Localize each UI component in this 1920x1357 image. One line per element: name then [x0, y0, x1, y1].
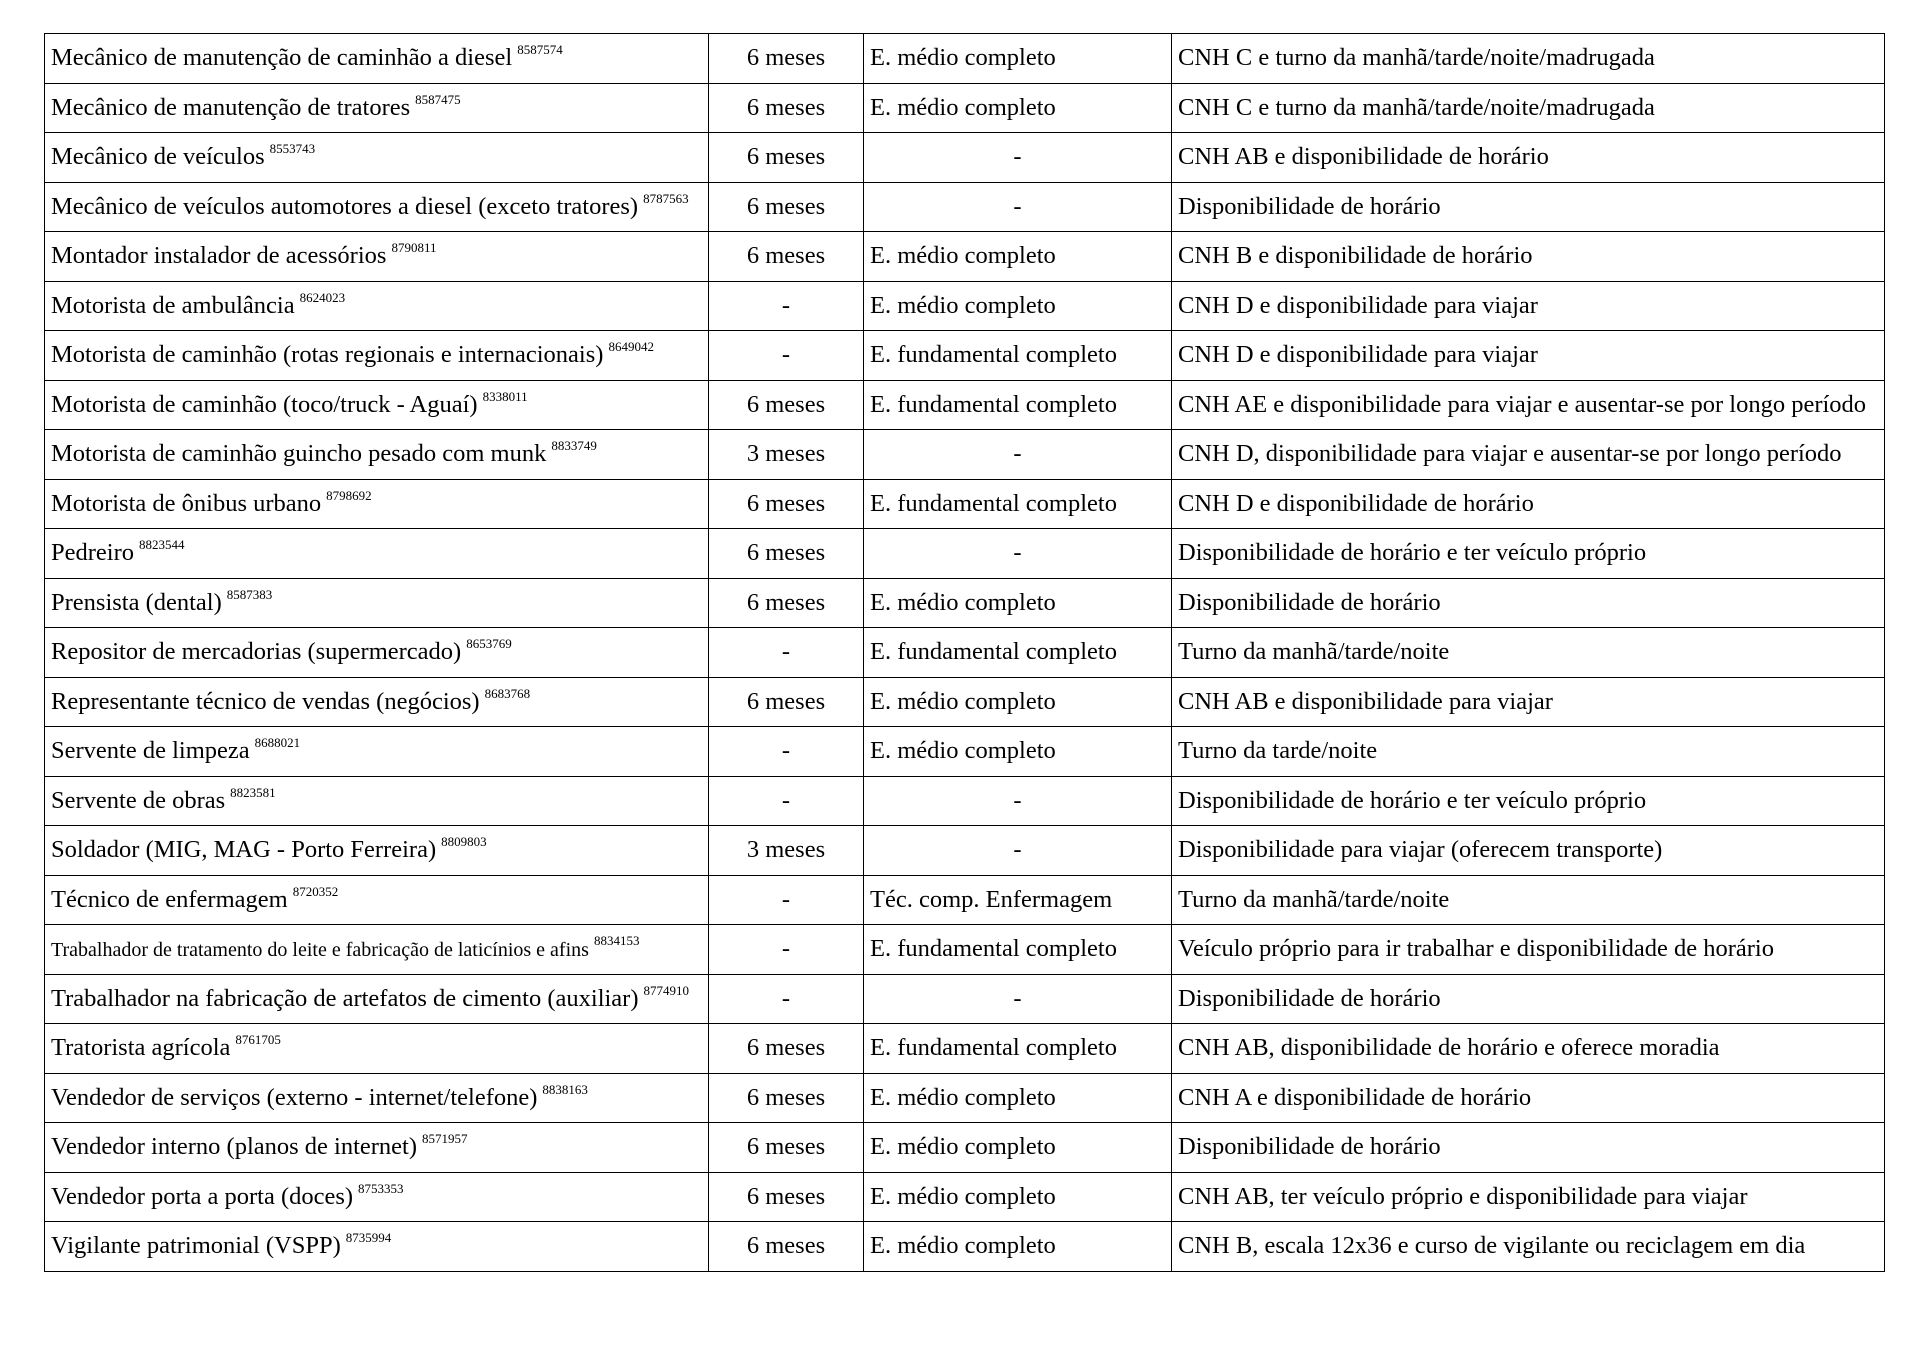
job-title-cell: [45, 677, 709, 727]
table-row: [45, 1172, 1885, 1222]
job-title-cell: [45, 1222, 709, 1272]
job-title-cell: [45, 380, 709, 430]
education-cell: E. médio completo: [864, 1123, 1172, 1173]
table-row: [45, 826, 1885, 876]
education-cell: E. fundamental completo: [864, 331, 1172, 381]
job-code: 8833749: [551, 438, 597, 453]
experience-cell: 6 meses: [709, 578, 864, 628]
requirements-cell: CNH D e disponibilidade para viajar: [1172, 331, 1885, 381]
table-row: [45, 232, 1885, 282]
requirements-cell: Disponibilidade de horário e ter veículo próprio: [1172, 776, 1885, 826]
table-row: [45, 1024, 1885, 1074]
experience-cell: 6 meses: [709, 232, 864, 282]
table-row: [45, 628, 1885, 678]
experience-cell: -: [709, 331, 864, 381]
job-title: Soldador (MIG, MAG - Porto Ferreira): [51, 836, 437, 863]
job-code: 8587574: [517, 42, 563, 57]
education-cell: E. médio completo: [864, 1073, 1172, 1123]
job-code: 8624023: [299, 289, 346, 305]
job-title: Motorista de caminhão (rotas regionais e internacionais): [51, 341, 604, 368]
table-row: [45, 380, 1885, 430]
job-vacancies-table-body: [45, 34, 1885, 1272]
job-title-cell: [45, 83, 709, 133]
education-cell: E. fundamental completo: [864, 380, 1172, 430]
requirements-cell: Turno da manhã/tarde/noite: [1172, 628, 1885, 678]
job-title-cell: [45, 578, 709, 628]
job-title-cell: [45, 1024, 709, 1074]
education-cell: E. médio completo: [864, 34, 1172, 84]
document-page: [44, 33, 1885, 1272]
job-title: Motorista de caminhão guincho pesado com munk: [51, 440, 547, 467]
job-title: Motorista de ambulância: [51, 291, 295, 319]
experience-cell: 6 meses: [709, 479, 864, 529]
experience-cell: 6 meses: [709, 1123, 864, 1173]
job-title: Vendedor de serviços (externo - internet/telefone): [51, 1083, 538, 1111]
job-code: 8720352: [292, 883, 339, 899]
table-row: [45, 1123, 1885, 1173]
job-title-cell: [45, 133, 709, 183]
job-title: Mecânico de veículos automotores a diesel (exceto tratores): [51, 192, 639, 220]
education-cell: E. médio completo: [864, 1222, 1172, 1272]
table-row: [45, 974, 1885, 1024]
job-title: Trabalhador na fabricação de artefatos de cimento (auxiliar): [51, 984, 639, 1012]
job-code: 8735994: [345, 1230, 392, 1245]
experience-cell: 6 meses: [709, 83, 864, 133]
table-row: [45, 677, 1885, 727]
requirements-cell: CNH C e turno da manhã/tarde/noite/madrugada: [1172, 34, 1885, 84]
table-row: [45, 479, 1885, 529]
job-title: Servente de limpeza: [51, 737, 250, 764]
table-row: [45, 331, 1885, 381]
education-cell: E. fundamental completo: [864, 479, 1172, 529]
experience-cell: -: [709, 875, 864, 925]
job-title: Servente de obras: [51, 786, 226, 814]
table-row: [45, 281, 1885, 331]
job-code: 8823581: [230, 784, 276, 800]
requirements-cell: CNH AB e disponibilidade de horário: [1172, 133, 1885, 183]
job-title: Motorista de caminhão (toco/truck - Aguaí): [51, 390, 478, 418]
job-code: 8587383: [226, 586, 273, 602]
requirements-cell: Disponibilidade para viajar (oferecem transporte): [1172, 826, 1885, 876]
table-row: [45, 875, 1885, 925]
job-title-cell: [45, 974, 709, 1024]
experience-cell: 6 meses: [709, 677, 864, 727]
requirements-cell: CNH AB, disponibilidade de horário e oferece moradia: [1172, 1024, 1885, 1074]
table-row: [45, 1222, 1885, 1272]
job-code: 8790811: [391, 240, 437, 255]
job-title-cell: [45, 34, 709, 84]
job-title-cell: [45, 529, 709, 579]
requirements-cell: CNH B e disponibilidade de horário: [1172, 232, 1885, 282]
experience-cell: -: [709, 628, 864, 678]
job-code: 8683768: [484, 685, 531, 701]
experience-cell: -: [709, 925, 864, 975]
job-title: Trabalhador de tratamento do leite e fabricação de laticínios e afins: [51, 939, 589, 961]
job-code: 8834153: [593, 933, 640, 948]
job-title: Vendedor porta a porta (doces): [51, 1182, 354, 1210]
experience-cell: 6 meses: [709, 34, 864, 84]
requirements-cell: Disponibilidade de horário: [1172, 974, 1885, 1024]
requirements-cell: Veículo próprio para ir trabalhar e disponibilidade de horário: [1172, 925, 1885, 975]
job-code: 8571957: [422, 1131, 468, 1146]
job-code: 8553743: [269, 141, 316, 156]
job-title: Tratorista agrícola: [51, 1034, 231, 1061]
requirements-cell: CNH AB e disponibilidade para viajar: [1172, 677, 1885, 727]
experience-cell: -: [709, 281, 864, 331]
requirements-cell: Disponibilidade de horário e ter veículo próprio: [1172, 529, 1885, 579]
education-cell: E. médio completo: [864, 83, 1172, 133]
table-row: [45, 430, 1885, 480]
job-title-cell: [45, 727, 709, 777]
experience-cell: 6 meses: [709, 1222, 864, 1272]
table-row: [45, 529, 1885, 579]
education-cell: -: [864, 430, 1172, 480]
job-title-cell: [45, 182, 709, 232]
education-cell: E. médio completo: [864, 578, 1172, 628]
experience-cell: 6 meses: [709, 380, 864, 430]
experience-cell: -: [709, 776, 864, 826]
job-title: Mecânico de manutenção de caminhão a diesel: [51, 44, 513, 71]
requirements-cell: Turno da manhã/tarde/noite: [1172, 875, 1885, 925]
table-row: [45, 925, 1885, 975]
requirements-cell: CNH A e disponibilidade de horário: [1172, 1073, 1885, 1123]
job-code: 8761705: [235, 1032, 281, 1047]
education-cell: Téc. comp. Enfermagem: [864, 875, 1172, 925]
experience-cell: 6 meses: [709, 1073, 864, 1123]
job-title: Vigilante patrimonial (VSPP): [51, 1232, 341, 1259]
experience-cell: 6 meses: [709, 1024, 864, 1074]
table-row: [45, 182, 1885, 232]
job-title: Mecânico de manutenção de tratores: [51, 93, 411, 121]
job-title: Vendedor interno (planos de internet): [51, 1133, 418, 1160]
job-title-cell: [45, 331, 709, 381]
job-title: Técnico de enfermagem: [51, 885, 288, 913]
table-row: [45, 1073, 1885, 1123]
experience-cell: 6 meses: [709, 133, 864, 183]
requirements-cell: CNH AB, ter veículo próprio e disponibilidade para viajar: [1172, 1172, 1885, 1222]
job-code: 8787563: [643, 190, 689, 206]
job-title-cell: [45, 925, 709, 975]
education-cell: E. fundamental completo: [864, 925, 1172, 975]
requirements-cell: Disponibilidade de horário: [1172, 578, 1885, 628]
requirements-cell: Turno da tarde/noite: [1172, 727, 1885, 777]
job-title: Motorista de ônibus urbano: [51, 489, 322, 517]
table-row: [45, 83, 1885, 133]
job-code: 8587475: [415, 91, 461, 107]
job-title: Representante técnico de vendas (negócios): [51, 687, 480, 715]
education-cell: -: [864, 826, 1172, 876]
job-code: 8688021: [254, 735, 301, 750]
job-code: 8823544: [139, 537, 185, 552]
table-row: [45, 776, 1885, 826]
job-title-cell: [45, 875, 709, 925]
requirements-cell: CNH D e disponibilidade para viajar: [1172, 281, 1885, 331]
job-title: Mecânico de veículos: [51, 143, 265, 170]
job-title-cell: [45, 479, 709, 529]
experience-cell: 3 meses: [709, 430, 864, 480]
job-title-cell: [45, 776, 709, 826]
education-cell: E. médio completo: [864, 1172, 1172, 1222]
experience-cell: 6 meses: [709, 182, 864, 232]
experience-cell: 6 meses: [709, 1172, 864, 1222]
requirements-cell: CNH B, escala 12x36 e curso de vigilante ou reciclagem em dia: [1172, 1222, 1885, 1272]
education-cell: -: [864, 974, 1172, 1024]
job-code: 8774910: [643, 982, 689, 998]
requirements-cell: CNH AE e disponibilidade para viajar e ausentar-se por longo período: [1172, 380, 1885, 430]
job-title: Prensista (dental): [51, 588, 222, 616]
education-cell: -: [864, 182, 1172, 232]
requirements-cell: CNH D e disponibilidade de horário: [1172, 479, 1885, 529]
experience-cell: -: [709, 727, 864, 777]
requirements-cell: CNH D, disponibilidade para viajar e ausentar-se por longo período: [1172, 430, 1885, 480]
table-row: [45, 133, 1885, 183]
education-cell: E. médio completo: [864, 727, 1172, 777]
job-code: 8798692: [326, 487, 372, 503]
job-code: 8653769: [466, 636, 512, 651]
job-title-cell: [45, 1172, 709, 1222]
job-title-cell: [45, 1123, 709, 1173]
job-code: 8838163: [542, 1081, 588, 1097]
education-cell: -: [864, 776, 1172, 826]
experience-cell: 6 meses: [709, 529, 864, 579]
table-row: [45, 34, 1885, 84]
education-cell: -: [864, 529, 1172, 579]
job-code: 8809803: [441, 834, 487, 849]
job-vacancies-table: [44, 33, 1885, 1272]
experience-cell: -: [709, 974, 864, 1024]
experience-cell: 3 meses: [709, 826, 864, 876]
table-row: [45, 578, 1885, 628]
job-title: Repositor de mercadorias (supermercado): [51, 638, 462, 665]
job-title: Montador instalador de acessórios: [51, 242, 387, 269]
education-cell: E. fundamental completo: [864, 1024, 1172, 1074]
job-title-cell: [45, 628, 709, 678]
job-title: Pedreiro: [51, 539, 134, 566]
job-code: 8649042: [608, 339, 654, 354]
requirements-cell: CNH C e turno da manhã/tarde/noite/madrugada: [1172, 83, 1885, 133]
job-title-cell: [45, 232, 709, 282]
education-cell: E. médio completo: [864, 232, 1172, 282]
job-title-cell: [45, 281, 709, 331]
education-cell: -: [864, 133, 1172, 183]
education-cell: E. médio completo: [864, 281, 1172, 331]
job-title-cell: [45, 1073, 709, 1123]
job-title-cell: [45, 826, 709, 876]
requirements-cell: Disponibilidade de horário: [1172, 1123, 1885, 1173]
job-code: 8338011: [482, 388, 528, 404]
job-code: 8753353: [358, 1180, 404, 1196]
education-cell: E. fundamental completo: [864, 628, 1172, 678]
education-cell: E. médio completo: [864, 677, 1172, 727]
requirements-cell: Disponibilidade de horário: [1172, 182, 1885, 232]
job-title-cell: [45, 430, 709, 480]
table-row: [45, 727, 1885, 777]
